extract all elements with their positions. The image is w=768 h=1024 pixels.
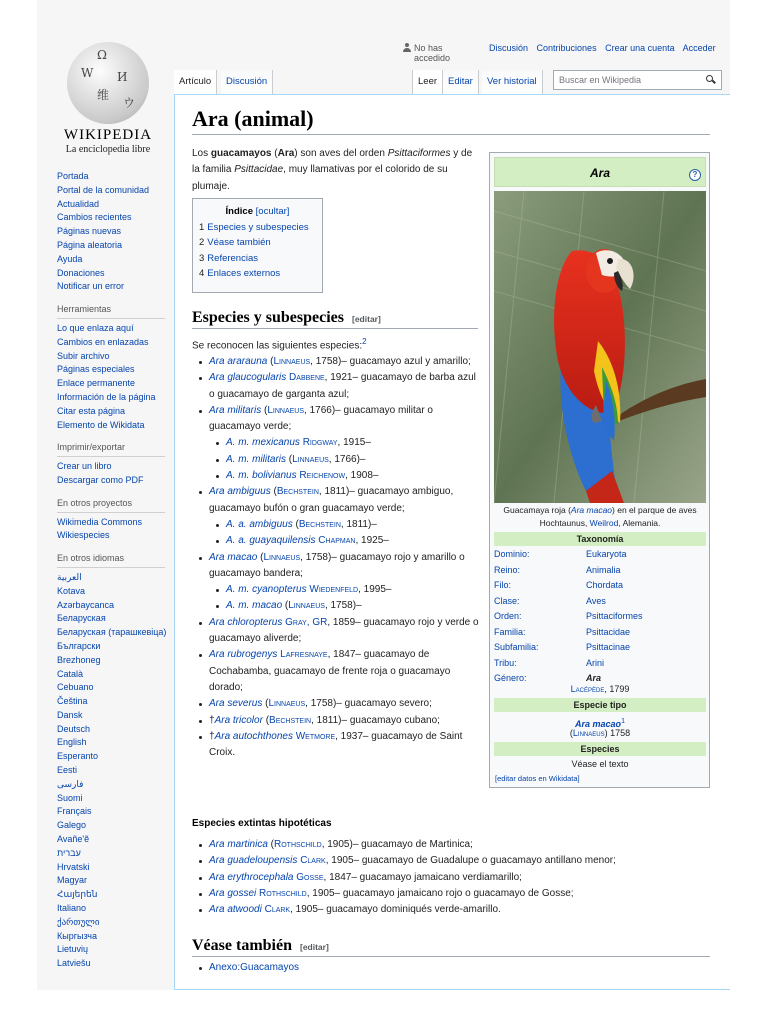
- language-link[interactable]: Հայերեն: [57, 889, 98, 900]
- taxobox-title: [494, 157, 706, 187]
- type-year: 1758: [607, 728, 631, 738]
- intro-text: (: [271, 148, 278, 159]
- see-also-list: [192, 960, 710, 976]
- edit-section-link[interactable]: [editar]: [299, 942, 329, 952]
- species-list: [192, 354, 480, 761]
- list-item: [192, 452, 480, 468]
- toc-number: 1: [199, 221, 205, 233]
- author-link[interactable]: Bechstein: [269, 714, 312, 726]
- species-text: , 1811)– guacamayo ambiguo, guacamayo bufón o gran guacamayo verde;: [209, 486, 454, 514]
- author-link[interactable]: Rothschild: [259, 887, 307, 899]
- species-text: , 1758)– guacamayo azul y amarillo;: [310, 356, 471, 367]
- species-text: , 1995–: [358, 584, 392, 596]
- page-title: Ara (animal): [192, 106, 710, 135]
- order-link[interactable]: Psittaciformes: [387, 148, 451, 159]
- rank-value[interactable]: Arini: [586, 657, 605, 668]
- sidebar-link[interactable]: Elemento de Wikidata: [57, 419, 145, 430]
- wikidata-edit: [495, 774, 580, 783]
- section-heading-species: [192, 309, 478, 329]
- species-text: , 1766)– guacamayo militar o guacamayo verde;: [209, 404, 433, 433]
- species-link[interactable]: A. m. bolivianus: [226, 470, 297, 482]
- section-title: Especies y subespecies: [192, 309, 344, 326]
- search-icon[interactable]: [706, 75, 715, 84]
- sidebar-link[interactable]: Wikiespecies: [57, 530, 110, 541]
- tab-edit[interactable]: Editar: [443, 70, 479, 94]
- toc-number: 2: [199, 237, 205, 249]
- list-item: [192, 960, 710, 976]
- rank-label[interactable]: Dominio:: [494, 549, 530, 559]
- author-link[interactable]: Reichenow: [299, 470, 346, 482]
- rank-value[interactable]: Animalia: [586, 564, 621, 575]
- list-item: [192, 468, 480, 484]
- list-item: [192, 550, 480, 583]
- language-link[interactable]: Kotava: [57, 585, 86, 596]
- genus-authority: [494, 683, 706, 696]
- list-item: [192, 533, 480, 549]
- species-text: , 1915–: [337, 437, 371, 449]
- list-item: [192, 853, 712, 869]
- language-link[interactable]: Latviešu: [57, 958, 91, 969]
- rank-value[interactable]: Aves: [586, 595, 606, 606]
- author-link[interactable]: Clark: [264, 904, 291, 916]
- tab-article[interactable]: Artículo: [174, 70, 217, 94]
- rank-label[interactable]: Tribu:: [494, 657, 517, 668]
- author-link[interactable]: Gosse: [296, 871, 324, 883]
- species-text: , 1758)– guacamayo rojo y amarillo o guacamayo bandera;: [209, 551, 465, 579]
- sidebar-link[interactable]: Cambios recientes: [57, 212, 132, 223]
- rank-label[interactable]: Filo:: [494, 580, 512, 590]
- sidebar-link[interactable]: Crear un libro: [57, 461, 112, 472]
- extinct-dagger: †: [209, 730, 215, 742]
- species-text: , 1937– guacamayo de Saint Croix.: [209, 730, 463, 759]
- list-item: [192, 902, 712, 918]
- author-link[interactable]: Wetmore: [295, 730, 336, 742]
- intro-bold: guacamayos: [210, 148, 272, 159]
- extinct-species-list: [192, 837, 712, 918]
- toc-link[interactable]: Referencias: [207, 252, 258, 264]
- toc-item[interactable]: [199, 266, 316, 282]
- personal-tools: [400, 42, 730, 68]
- language-link[interactable]: Cebuano: [57, 682, 94, 693]
- toc-title: [199, 204, 316, 220]
- language-link[interactable]: Avañe'ẽ: [57, 834, 90, 845]
- photo-caption: [494, 504, 706, 529]
- puzzle-globe-icon: Ω W И 维 ウ: [67, 42, 149, 124]
- author-link[interactable]: Clark: [300, 855, 326, 867]
- tab-talk[interactable]: Discusión: [221, 70, 273, 94]
- species-link[interactable]: A. m. cyanopterus: [226, 584, 307, 596]
- species-link[interactable]: Ara severus: [209, 698, 263, 710]
- sidebar-link[interactable]: Página aleatoria: [57, 239, 123, 250]
- species-link[interactable]: Ara glaucogularis: [209, 372, 287, 384]
- rank-value[interactable]: Psittaciformes: [586, 611, 643, 621]
- species-text: , 1908–: [345, 470, 379, 482]
- language-link[interactable]: Suomi: [57, 792, 83, 803]
- species-text: , 1905– guacamayo de Guadalupe o guacamayo antillano menor;: [325, 855, 616, 867]
- sidebar: [57, 170, 165, 971]
- language-link[interactable]: Brezhoneg: [57, 654, 101, 665]
- species-link[interactable]: Ara guadeloupensis: [209, 855, 298, 867]
- type-author-link[interactable]: Linnaeus: [572, 728, 605, 738]
- reference-link[interactable]: 2: [362, 337, 367, 346]
- species-text: (: [261, 404, 268, 416]
- species-text: , 1847– guacamayo de Cochabamba, guacamayo de frente roja o guacamayo dorado;: [209, 649, 451, 693]
- recognized-sentence: Se reconocen las siguientes especies:: [192, 340, 363, 352]
- species-link[interactable]: A. m. militaris: [226, 453, 286, 465]
- toc-link[interactable]: Enlaces externos: [207, 268, 281, 280]
- taxobox-title-text: Ara: [589, 166, 610, 180]
- author-link[interactable]: Linnaeus: [288, 600, 325, 612]
- intro-paragraph: [192, 146, 482, 195]
- personal-links: [489, 43, 722, 53]
- toc-item[interactable]: [199, 251, 316, 267]
- species-text: (: [257, 551, 264, 563]
- extinct-heading: Especies extintas hipotéticas: [192, 818, 332, 829]
- author-link[interactable]: Chapman: [318, 535, 356, 547]
- wordmark: WIKIPEDIA: [63, 127, 153, 143]
- sidebar-link[interactable]: Citar esta página: [57, 405, 126, 416]
- list-item: [192, 647, 480, 696]
- portlet-title: En otros idiomas: [57, 552, 165, 568]
- species-link[interactable]: Ara tricolor: [214, 714, 263, 726]
- language-link[interactable]: Deutsch: [57, 723, 91, 734]
- species-link[interactable]: Ara autochthones: [214, 730, 293, 742]
- help-icon[interactable]: ?: [689, 169, 701, 181]
- caption-species-link[interactable]: Ara macao: [570, 505, 613, 515]
- rank-label[interactable]: Orden:: [494, 611, 522, 621]
- portlet-title: Imprimir/exportar: [57, 441, 165, 457]
- author-link[interactable]: Bechstein: [276, 486, 319, 498]
- contributions-link[interactable]: Contribuciones: [536, 43, 597, 53]
- species-link[interactable]: Ara gossei: [209, 887, 257, 899]
- list-item: [192, 696, 480, 712]
- list-item: [192, 435, 480, 451]
- species-link[interactable]: Ara militaris: [209, 404, 262, 416]
- species-link[interactable]: Ara ambiguus: [209, 486, 271, 498]
- species-link[interactable]: A. a. ambiguus: [226, 518, 293, 530]
- species-text: , 1925–: [355, 535, 389, 547]
- intro-text: ) son aves del orden: [294, 148, 388, 159]
- wikipedia-logo[interactable]: [52, 42, 164, 154]
- sidebar-link[interactable]: Ayuda: [57, 253, 83, 264]
- species-text: , 1758)–: [324, 600, 362, 612]
- caption-place-link[interactable]: Weilrod: [589, 517, 619, 528]
- language-link[interactable]: العربية: [57, 571, 82, 582]
- rank-value[interactable]: Chordata: [586, 580, 624, 590]
- list-item: [192, 582, 480, 598]
- section-title: Véase también: [192, 937, 292, 954]
- author-link[interactable]: Rothschild: [274, 839, 322, 850]
- genus-year: , 1799: [604, 684, 630, 694]
- author-link[interactable]: Bechstein: [298, 518, 341, 530]
- species-link[interactable]: Ara erythrocephala: [209, 871, 294, 883]
- projects-portlet: [57, 497, 165, 543]
- language-list: [57, 571, 165, 971]
- sidebar-link[interactable]: Páginas nuevas: [57, 226, 122, 237]
- toc-link[interactable]: Especies y subespecies: [207, 221, 309, 233]
- list-item: [192, 598, 480, 614]
- species-link[interactable]: Ara atwoodi: [209, 904, 262, 916]
- language-link[interactable]: Dansk: [57, 709, 83, 720]
- tab-history[interactable]: Ver historial: [482, 70, 543, 94]
- section-heading-see-also: [192, 937, 710, 957]
- reference-link[interactable]: 1: [621, 718, 625, 725]
- rank-label[interactable]: Reino:: [494, 564, 521, 575]
- edit-section-link[interactable]: [editar]: [352, 314, 381, 324]
- species-text: (: [262, 714, 270, 726]
- tab-read[interactable]: Leer: [412, 70, 443, 94]
- type-species-band[interactable]: Especie tipo: [494, 698, 706, 712]
- author-link[interactable]: Linnaeus: [273, 356, 311, 367]
- family-link[interactable]: Psittacidae: [234, 164, 284, 176]
- sidebar-link[interactable]: Información de la página: [57, 391, 156, 402]
- list-item: [192, 517, 480, 533]
- language-link[interactable]: Беларуская: [57, 613, 106, 624]
- see-also-link[interactable]: Anexo:Guacamayos: [209, 962, 300, 973]
- species-text: Véase el texto: [571, 759, 629, 769]
- author-link[interactable]: Wiedenfeld: [309, 584, 359, 596]
- species-text: , 1905)– guacamayo de Martinica;: [321, 839, 473, 850]
- species-text: , 1811)– guacamayo cubano;: [311, 714, 440, 726]
- user-icon: [403, 43, 411, 53]
- toc-heading: Índice: [225, 206, 253, 217]
- species-text: (: [267, 356, 274, 367]
- rank-value: Ara: [586, 673, 602, 683]
- species-text: (: [282, 600, 289, 612]
- species-text: (: [286, 453, 293, 465]
- language-link[interactable]: Galego: [57, 820, 87, 831]
- species-text: , 1766)–: [328, 453, 366, 465]
- tools-portlet: [57, 303, 165, 432]
- toc-item[interactable]: [199, 220, 316, 236]
- tagline: La enciclopedia libre: [65, 144, 151, 155]
- species-link[interactable]: A. m. mexicanus: [226, 437, 300, 449]
- list-item: [192, 615, 480, 648]
- caption-text: ) en el parque de aves Hochtaunus,: [539, 505, 697, 528]
- print-portlet: [57, 441, 165, 487]
- type-species-link[interactable]: Ara macao: [575, 719, 622, 729]
- list-item: [192, 370, 480, 403]
- table-of-contents: [192, 198, 323, 293]
- author-link[interactable]: Linnaeus: [267, 404, 305, 416]
- type-species-authority: (Linnaeus) 1758: [569, 728, 631, 738]
- species-text: , 1921– guacamayo de barba azul o guacamayo de garganta azul;: [209, 372, 476, 400]
- rank-label[interactable]: Clase:: [494, 595, 520, 606]
- author-link[interactable]: Linnaeus: [292, 453, 329, 465]
- sidebar-link[interactable]: Páginas especiales: [57, 364, 135, 375]
- page-tabs: [174, 70, 730, 94]
- author-link[interactable]: Lafresnaye: [280, 649, 328, 661]
- sidebar-link[interactable]: Enlace permanente: [57, 378, 136, 389]
- toc-link[interactable]: Véase también: [207, 237, 271, 249]
- intro-text: Los: [192, 148, 211, 159]
- species-text: (: [262, 698, 269, 710]
- parrot-photo[interactable]: [494, 191, 706, 503]
- list-item: [192, 403, 480, 436]
- language-link[interactable]: Hrvatski: [57, 861, 90, 872]
- author-link[interactable]: Linnaeus: [268, 698, 306, 710]
- sidebar-link[interactable]: Donaciones: [57, 267, 105, 278]
- taxonomy-band[interactable]: Taxonomía: [494, 532, 706, 546]
- species-link[interactable]: A. a. guayaquilensis: [226, 535, 316, 547]
- edit-wikidata-link[interactable]: [editar datos en Wikidata]: [495, 774, 580, 783]
- caption-text: Guacamaya roja (: [503, 505, 571, 515]
- species-band: Especies: [494, 742, 706, 756]
- language-link[interactable]: Italiano: [57, 903, 87, 914]
- list-item: [192, 870, 712, 886]
- rank-label[interactable]: Género:: [494, 673, 527, 683]
- species-text: (: [292, 518, 299, 530]
- portlet-title: Herramientas: [57, 303, 165, 319]
- species-text: , 1859– guacamayo rojo y verde o guacamayo aliverde;: [209, 616, 479, 645]
- species-text: , 1758)– guacamayo severo;: [305, 698, 432, 710]
- species-link[interactable]: Ara macao: [209, 551, 258, 563]
- language-link[interactable]: Esperanto: [57, 751, 99, 762]
- species-link[interactable]: Ara ararauna: [209, 356, 268, 367]
- toc-number: 3: [199, 252, 205, 264]
- author-link[interactable]: Dabbene: [289, 372, 325, 384]
- not-logged-in-text: No has accedido: [414, 43, 451, 63]
- rank-value[interactable]: Psittacinae: [586, 642, 631, 652]
- species-text: , 1905– guacamayo dominiqués verde-amarillo.: [290, 904, 501, 916]
- species-link[interactable]: A. m. macao: [226, 600, 283, 612]
- species-text: , 1847– guacamayo jamaicano verdiamarillo;: [323, 871, 522, 883]
- intro-bold: Ara: [277, 148, 295, 159]
- recognized-text: [192, 333, 480, 355]
- sidebar-link[interactable]: Notificar un error: [57, 281, 125, 292]
- login-link[interactable]: Acceder: [682, 43, 716, 53]
- species-text: (: [267, 839, 275, 850]
- author-link[interactable]: Linnaeus: [263, 551, 301, 563]
- list-item: [192, 837, 712, 853]
- extinct-dagger: †: [209, 714, 215, 726]
- language-link[interactable]: Беларуская (тарашкевіца): [57, 627, 167, 638]
- sidebar-link[interactable]: Portal de la comunidad: [57, 184, 150, 195]
- search-placeholder: Buscar en Wikipedia: [559, 75, 642, 85]
- rank-label[interactable]: Subfamilia:: [494, 642, 539, 652]
- rank-value[interactable]: Eukaryota: [586, 549, 627, 559]
- sidebar-link[interactable]: Subir archivo: [57, 350, 110, 361]
- language-link[interactable]: Magyar: [57, 875, 88, 886]
- species-text: , 1811)–: [340, 518, 377, 530]
- language-link[interactable]: ქართული: [57, 916, 100, 927]
- species-link[interactable]: Ara chloropterus: [209, 616, 283, 628]
- list-item: [192, 484, 480, 517]
- scarlet-macaw-image: [494, 191, 706, 503]
- language-link[interactable]: Eesti: [57, 765, 78, 776]
- language-link[interactable]: Català: [57, 668, 84, 679]
- species-text: (: [270, 486, 277, 498]
- sidebar-link[interactable]: Cambios en enlazadas: [57, 336, 149, 347]
- rank-label[interactable]: Familia:: [494, 626, 526, 637]
- rank-value[interactable]: Psittacidae: [586, 626, 631, 637]
- create-account-link[interactable]: Crear una cuenta: [605, 43, 675, 53]
- sidebar-link[interactable]: Portada: [57, 171, 89, 181]
- language-link[interactable]: Български: [57, 640, 101, 651]
- species-text: , 1905– guacamayo jamaicano rojo o guacamayo de Gosse;: [306, 887, 574, 899]
- language-link[interactable]: עברית: [57, 847, 81, 858]
- user-talk-link[interactable]: Discusión: [489, 43, 529, 53]
- genus-author-link[interactable]: Lacépède: [570, 684, 605, 694]
- list-item: [192, 713, 480, 729]
- list-item: [192, 354, 480, 370]
- list-item: [192, 886, 712, 902]
- language-link[interactable]: English: [57, 737, 87, 748]
- nav-portlet: [57, 170, 165, 294]
- sidebar-link[interactable]: Wikimedia Commons: [57, 516, 143, 527]
- search-input[interactable]: [553, 70, 722, 90]
- toc-number: 4: [199, 268, 205, 280]
- toc-toggle[interactable]: [ocultar]: [255, 206, 290, 217]
- species-link[interactable]: Ara rubrogenys: [209, 649, 278, 661]
- languages-portlet: [57, 552, 165, 971]
- language-link[interactable]: Кыргызча: [57, 930, 97, 941]
- taxobox: [489, 152, 710, 788]
- species-link[interactable]: Ara martinica: [209, 839, 268, 850]
- intro-text: y de la familia: [192, 148, 473, 176]
- portlet-title: En otros proyectos: [57, 497, 165, 513]
- language-link[interactable]: فارسی: [57, 778, 84, 789]
- sidebar-link[interactable]: Lo que enlaza aquí: [57, 322, 134, 333]
- toc-item[interactable]: [199, 235, 316, 251]
- language-link[interactable]: Français: [57, 806, 92, 817]
- list-item: [192, 729, 480, 762]
- sidebar-link[interactable]: Descargar como PDF: [57, 474, 144, 485]
- intro-text: , muy llamativas por el colorido de su plumaje.: [192, 164, 448, 192]
- caption-text: , Alemania.: [618, 517, 661, 528]
- language-link[interactable]: Lietuvių: [57, 944, 89, 955]
- language-link[interactable]: Azərbaycanca: [57, 599, 115, 610]
- sidebar-link[interactable]: Actualidad: [57, 198, 100, 209]
- language-link[interactable]: Čeština: [57, 696, 88, 707]
- author-link[interactable]: Gray, GR: [285, 616, 328, 628]
- author-link[interactable]: Ridgway: [302, 437, 338, 449]
